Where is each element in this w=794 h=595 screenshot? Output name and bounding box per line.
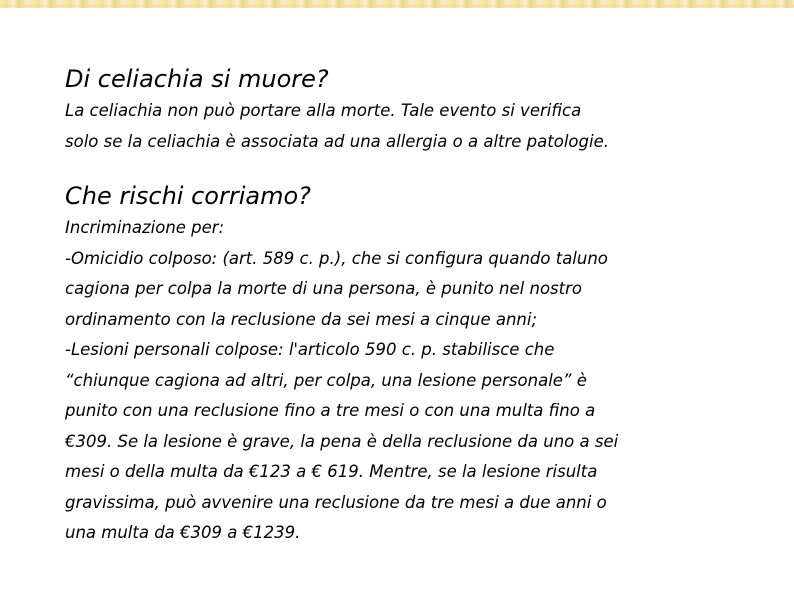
- text-line: La celiachia non può portare alla morte. Tale evento si verifica: [65, 101, 582, 120]
- paragraph-death-answer: [65, 96, 765, 157]
- heading-death-question: Di celiachia si muore?: [65, 65, 329, 93]
- section-risks: [65, 179, 765, 549]
- text-line: una multa da €309 a €1239.: [65, 523, 301, 542]
- text-line: Incriminazione per:: [65, 218, 225, 237]
- decorative-top-border: [0, 0, 794, 8]
- text-line: punito con una reclusione fino a tre mesi o con una multa fino a: [65, 401, 596, 420]
- text-line: ordinamento con la reclusione da sei mesi a cinque anni;: [65, 309, 538, 329]
- slide-content: [65, 62, 765, 549]
- text-line: solo se la celiachia è associata ad una allergia o a altre patologie.: [65, 131, 609, 151]
- text-line: cagiona per colpa la morte di una persona, è punito nel nostro: [65, 279, 582, 298]
- text-line: gravissima, può avvenire una reclusione da tre mesi a due anni o: [65, 492, 607, 512]
- paragraph-risks: [65, 213, 765, 549]
- section-death-question: [65, 62, 765, 157]
- text-line: “chiunque cagiona ad altri, per colpa, una lesione personale” è: [65, 370, 587, 390]
- text-line: €309. Se la lesione è grave, la pena è della reclusione da uno a sei: [65, 431, 619, 451]
- text-line: -Omicidio colposo: (art. 589 c. p.), che si configura quando taluno: [65, 248, 608, 268]
- text-line: -Lesioni personali colpose: l'articolo 590 c. p. stabilisce che: [65, 340, 555, 359]
- text-line: mesi o della multa da €123 a € 619. Mentre, se la lesione risulta: [65, 462, 598, 481]
- heading-risks: Che rischi corriamo?: [65, 182, 311, 210]
